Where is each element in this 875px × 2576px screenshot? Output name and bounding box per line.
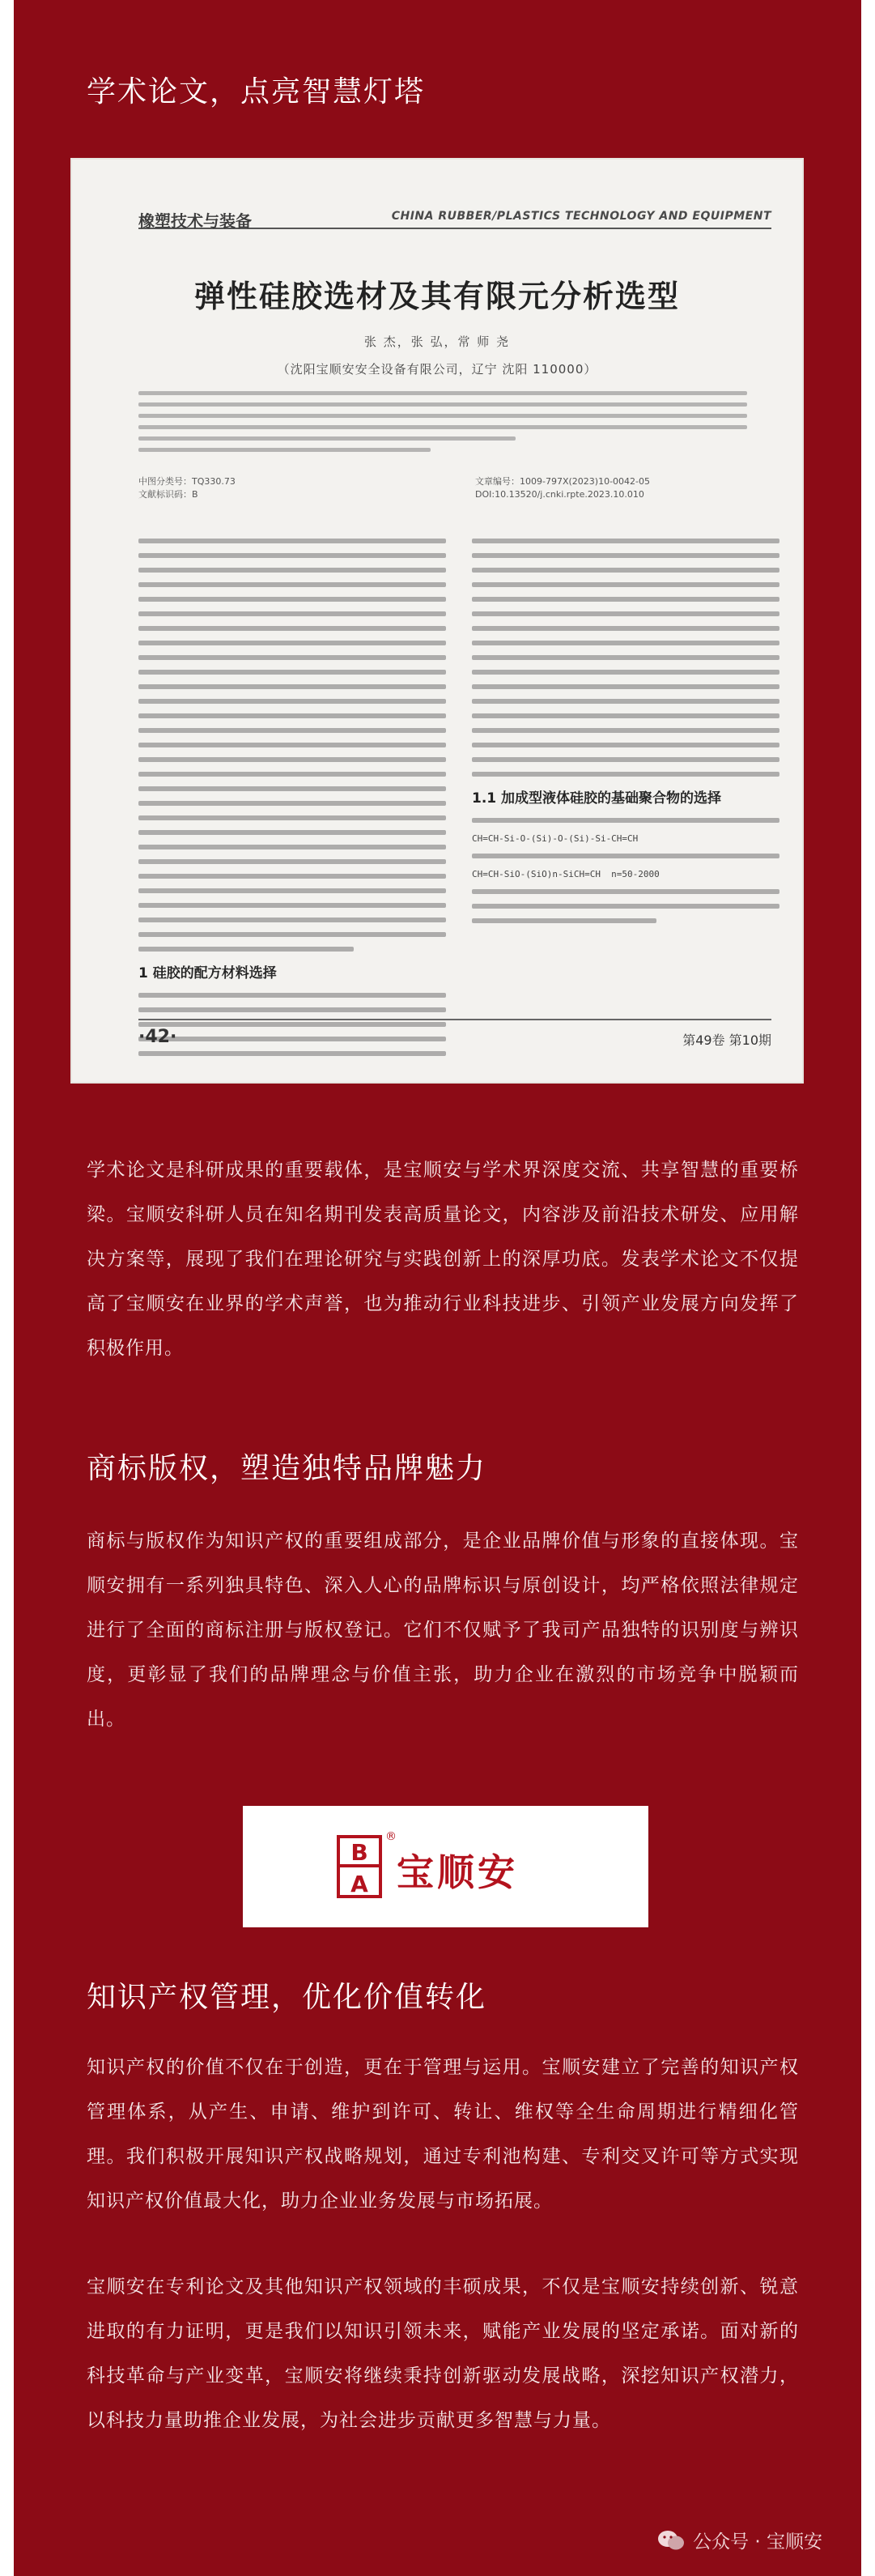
papers-body: 学术论文是科研成果的重要载体，是宝顺安与学术界深度交流、共享智慧的重要桥梁。宝顺安科研人员在知名期刊发表高质量论文，内容涉及前沿技术研发、应用解决方案等，展现了我们在理论研究与实践创新上的深厚功底。发表学术论文不仅提高了宝顺安在业界的学术声誉，也为推动行业科技进步、引领产业发展方向发挥了积极作用。 bbox=[87, 1160, 799, 1359]
paper-formula-2: CH=CH-SiO-(SiO)n-SiCH=CH n=50-2000 bbox=[472, 869, 660, 879]
paper-section-heading-right: 1.1 加成型液体硅胶的基础聚合物的选择 bbox=[472, 790, 722, 807]
watermark bbox=[657, 2527, 822, 2553]
brand-logo bbox=[243, 1806, 648, 1927]
section-title-trademark: 商标版权，塑造独特品牌魅力 bbox=[87, 1452, 487, 1485]
watermark-text: 公众号 · 宝顺安 bbox=[693, 2531, 822, 2553]
brand-name: 宝顺安 bbox=[397, 1850, 518, 1894]
paper-footer bbox=[138, 1019, 771, 1051]
paper-issue: 第49卷 第10期 bbox=[682, 1033, 771, 1048]
paper-journal-english: CHINA RUBBER/PLASTICS TECHNOLOGY AND EQUIPMENT bbox=[391, 210, 771, 223]
paper-column-left bbox=[138, 539, 446, 1066]
paper-journal-name: 橡塑技术与装备 bbox=[138, 211, 252, 231]
paper-title: 弹性硅胶选材及其有限元分析选型 bbox=[193, 279, 680, 314]
paper-formula-1: CH=CH-Si-O-(Si)-O-(Si)-Si-CH=CH bbox=[472, 833, 639, 844]
section-title-papers: 学术论文，点亮智慧灯塔 bbox=[87, 75, 426, 109]
paper-meta-right: 文章编号：1009-797X(2023)10-0042-05 DOI:10.13520/j.cnki.rpte.2023.10.010 bbox=[475, 476, 650, 500]
paper-scan-image bbox=[70, 158, 804, 1084]
closing-body: 宝顺安在专利论文及其他知识产权领域的丰硕成果，不仅是宝顺安持续创新、锐意进取的有力证明，更是我们以知识引领未来，赋能产业发展的坚定承诺。面对新的科技革命与产业变革，宝顺安将继续秉持创新驱动发展战略，深挖知识产权潜力，以科技力量助推企业发展，为社会进步贡献更多智慧与力量。 bbox=[87, 2276, 799, 2431]
paper-header bbox=[138, 205, 771, 229]
paper-column-right bbox=[472, 539, 779, 933]
trademark-body: 商标与版权作为知识产权的重要组成部分，是企业品牌价值与形象的直接体现。宝顺安拥有一系列独具特色、深入人心的品牌标识与原创设计，均严格依照法律规定进行了全面的商标注册与版权登记。它们不仅赋予了我司产品独特的识别度与辨识度，更彰显了我们的品牌理念与价值主张，助力企业在激烈的市场竞争中脱颖而出。 bbox=[87, 1531, 799, 1730]
paper-section-heading: 1 硅胶的配方材料选择 bbox=[138, 965, 277, 981]
wechat-icon bbox=[657, 2529, 685, 2552]
paper-meta-left: 中图分类号：TQ330.73 文献标识码：B bbox=[138, 476, 236, 500]
article-page bbox=[14, 0, 861, 2576]
registered-mark: ® bbox=[385, 1830, 397, 1843]
paper-authors: 张 杰，张 弘，常 师 尧 bbox=[363, 334, 511, 349]
brand-mark-icon bbox=[337, 1835, 382, 1898]
section-title-ip: 知识产权管理，优化价值转化 bbox=[87, 1981, 487, 2014]
paper-abstract bbox=[138, 391, 747, 459]
svg-text:B: B bbox=[350, 1839, 368, 1866]
paper-page-number: ·42· bbox=[138, 1027, 177, 1047]
svg-text:A: A bbox=[350, 1871, 368, 1897]
paper-affiliation: （沈阳宝顺安安全设备有限公司，辽宁 沈阳 110000） bbox=[277, 362, 597, 377]
ip-body: 知识产权的价值不仅在于创造，更在于管理与运用。宝顺安建立了完善的知识产权管理体系，从产生、申请、维护到许可、转让、维权等全生命周期进行精细化管理。我们积极开展知识产权战略规划，通过专利池构建、专利交叉许可等方式实现知识产权价值最大化，助力企业业务发展与市场拓展。 bbox=[87, 2057, 799, 2212]
